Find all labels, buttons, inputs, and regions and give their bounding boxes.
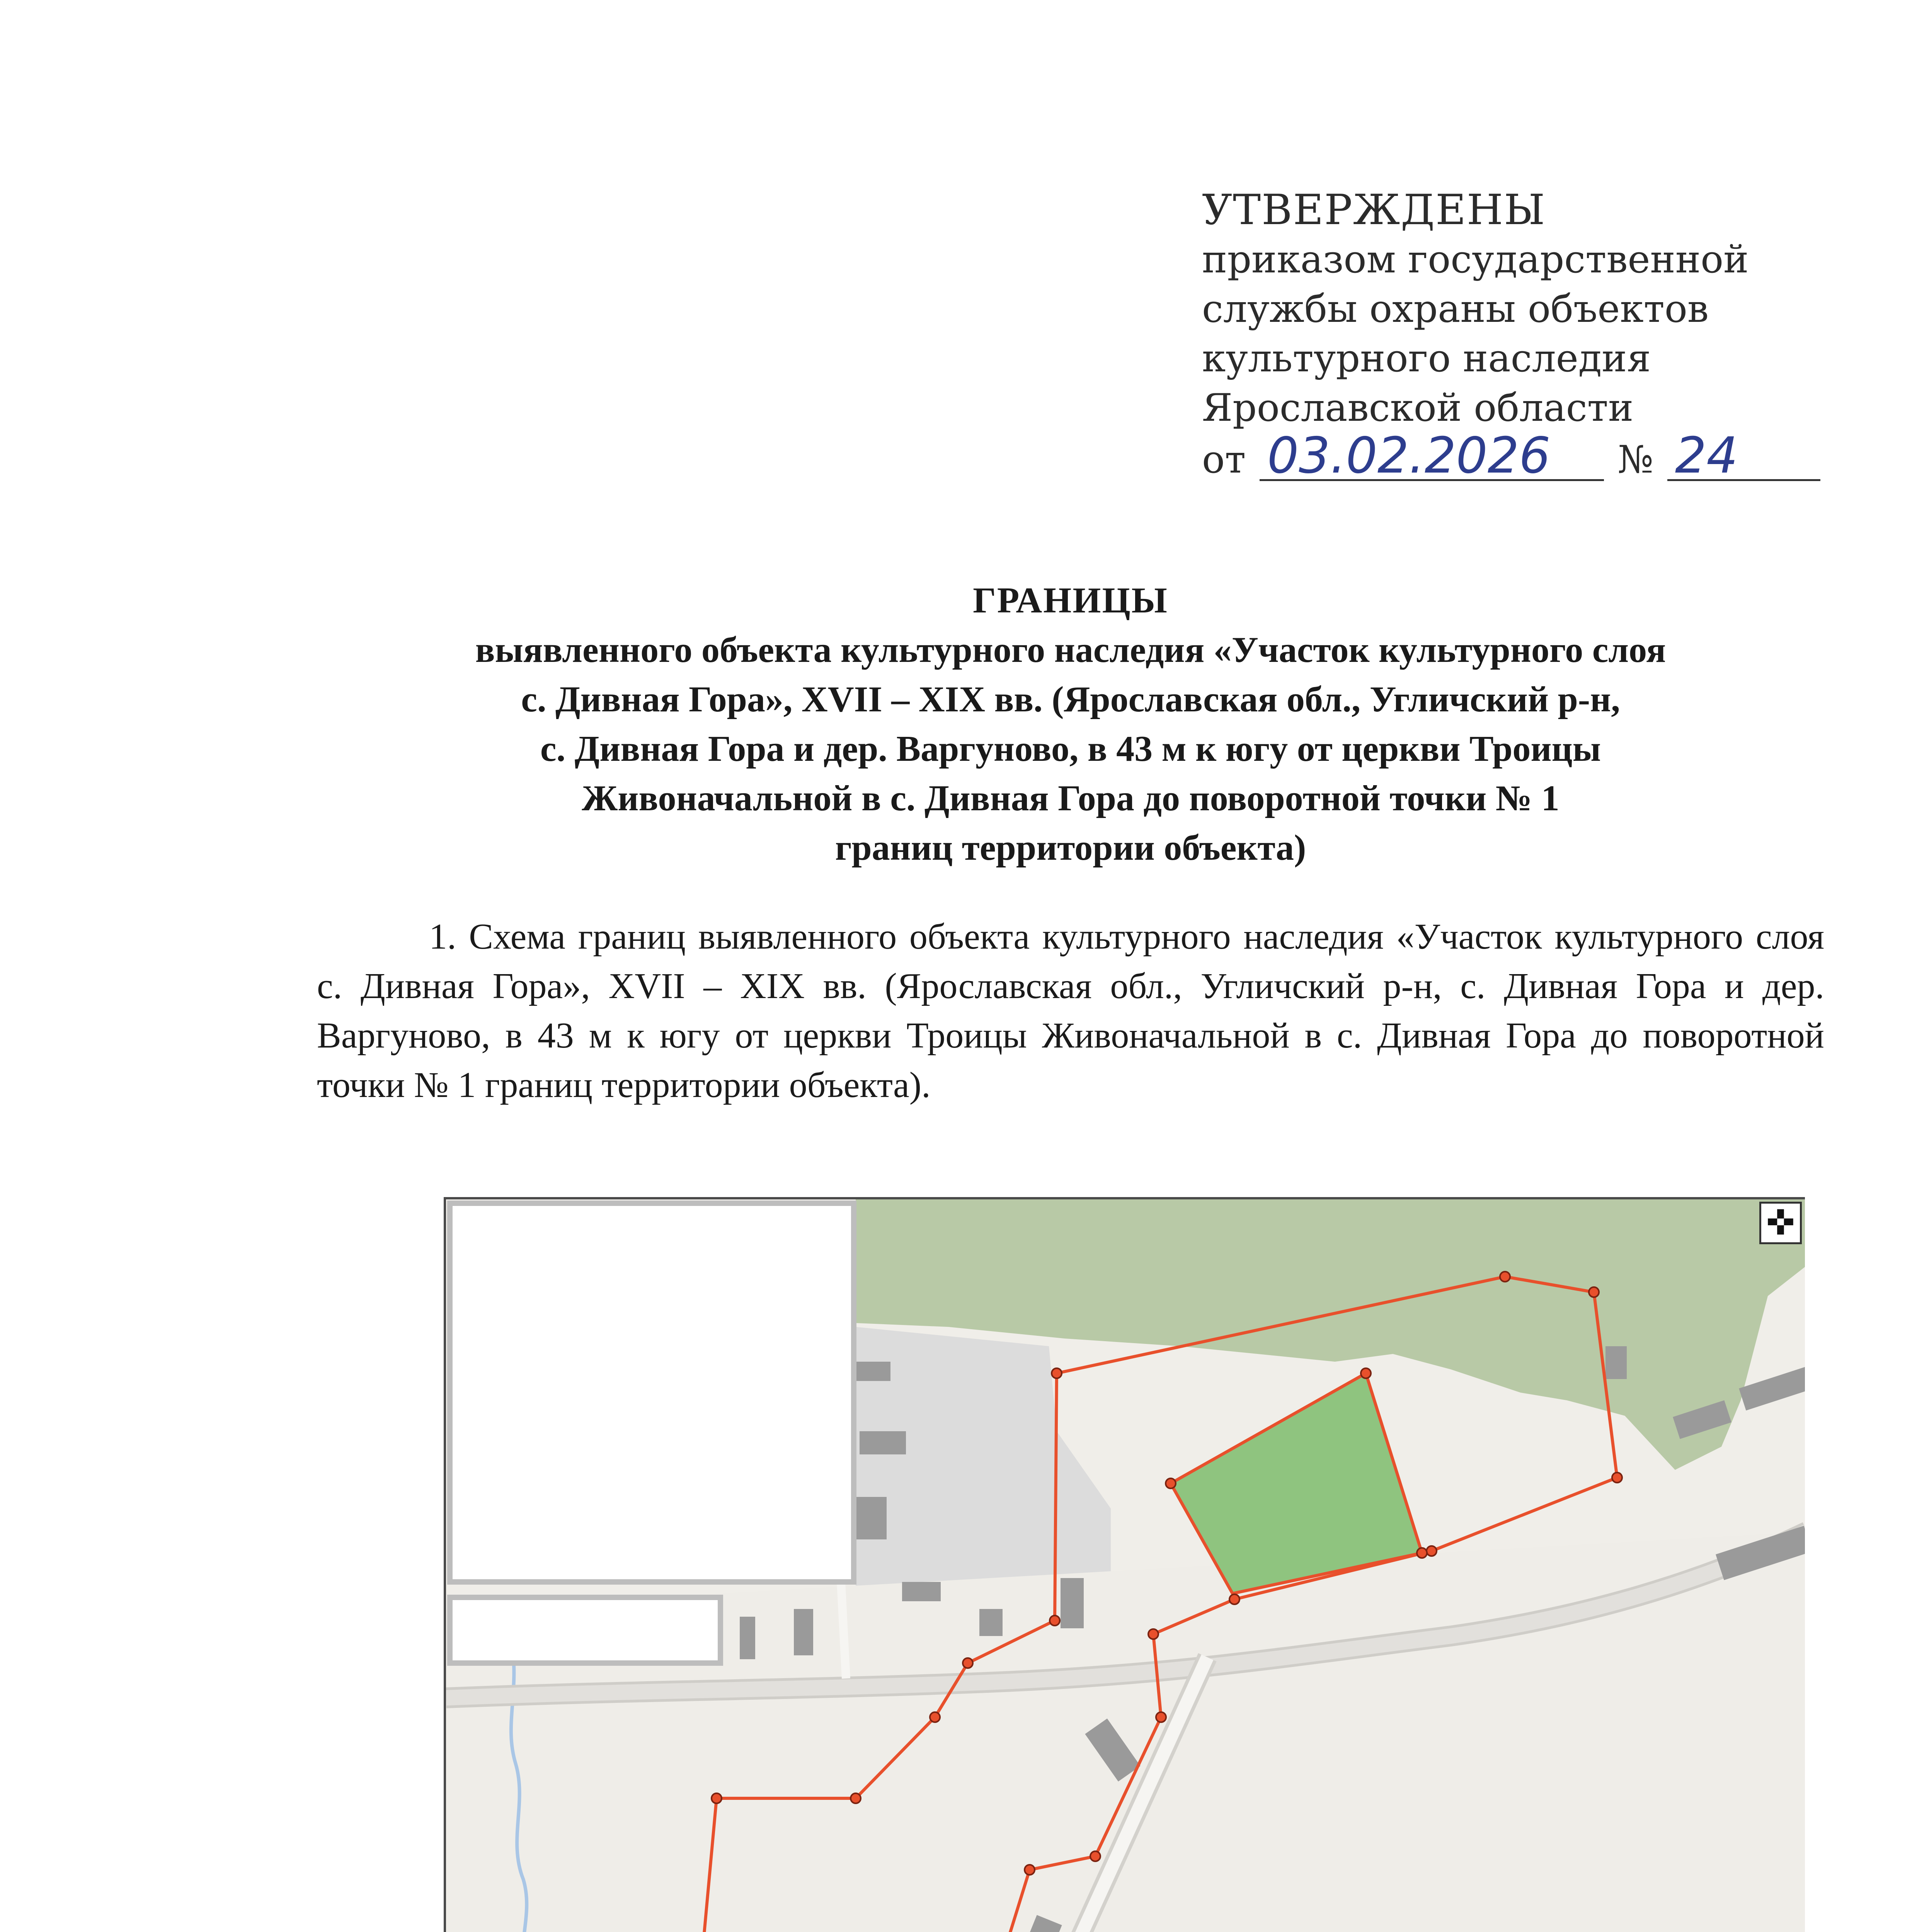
title-heading: ГРАНИЦЫ xyxy=(973,580,1168,621)
approval-block xyxy=(1202,185,1820,485)
boundary-map xyxy=(444,1197,1805,1932)
field-area xyxy=(446,1532,1805,1932)
approval-heading: УТВЕРЖДЕНЫ xyxy=(1202,186,1546,234)
turning-point xyxy=(963,1658,973,1668)
turning-point xyxy=(851,1793,861,1803)
building xyxy=(860,1431,906,1454)
turning-point xyxy=(1361,1368,1371,1378)
turning-point xyxy=(1166,1478,1176,1488)
building xyxy=(1739,1367,1805,1411)
approval-date-number-row xyxy=(1202,427,1820,485)
turning-point xyxy=(712,1793,722,1803)
building xyxy=(1061,1578,1084,1628)
turning-point xyxy=(1589,1287,1599,1297)
turning-point xyxy=(1417,1548,1427,1558)
turning-point xyxy=(1052,1368,1062,1378)
turning-point xyxy=(1025,1865,1035,1875)
turning-point xyxy=(1612,1473,1622,1483)
title-line: Живоначальной в с. Дивная Гора до поворотной точки № 1 xyxy=(582,778,1559,818)
turning-point xyxy=(1156,1712,1166,1722)
building xyxy=(794,1609,813,1655)
building xyxy=(979,1609,1003,1636)
turning-point xyxy=(1427,1546,1437,1556)
approval-line: Ярославской области xyxy=(1202,386,1634,430)
map-canvas xyxy=(446,1199,1805,1932)
document-title xyxy=(317,576,1824,872)
approval-number: 24 xyxy=(1667,433,1820,481)
title-line: границ территории объекта) xyxy=(835,828,1306,868)
body-paragraph xyxy=(317,912,1824,1110)
turning-point xyxy=(1050,1616,1060,1626)
building xyxy=(1605,1346,1627,1379)
title-line: с. Дивная Гора», XVII – XIX вв. (Ярославская обл., Угличский р-н, xyxy=(521,679,1620,719)
blank-inset xyxy=(450,1203,854,1582)
turning-point xyxy=(1148,1629,1158,1639)
north-arrow-icon: ✜ xyxy=(1759,1202,1802,1244)
building xyxy=(740,1617,755,1659)
lane xyxy=(841,1582,846,1679)
approval-line: службы охраны объектов xyxy=(1202,287,1709,331)
title-line: выявленного объекта культурного наследия «Участок культурного слоя xyxy=(475,630,1666,670)
number-prefix: № xyxy=(1617,438,1654,482)
turning-point xyxy=(1229,1594,1239,1604)
turning-point xyxy=(1500,1272,1510,1282)
blank-inset xyxy=(450,1597,720,1663)
building xyxy=(856,1497,887,1539)
title-line: с. Дивная Гора и дер. Варгуново, в 43 м к югу от церкви Троицы xyxy=(540,729,1601,769)
object-territory xyxy=(1171,1373,1422,1594)
approval-date: 03.02.2026 xyxy=(1260,433,1604,481)
date-prefix: от xyxy=(1202,438,1246,482)
paragraph-text: 1. Схема границ выявленного объекта культурного наследия «Участок культурного слоя с. Дивная Гора», XVII – XIX вв. (Ярославская обл., Угличский р-н, с. Дивная Гора и дер. Варгуново, в 43 м к югу от церкви Троицы Живоначальной в с. Дивная Гора до поворотной точки № 1 границ территории объекта). xyxy=(317,917,1824,1105)
approval-line: приказом государственной xyxy=(1202,238,1749,282)
turning-point xyxy=(1090,1851,1100,1861)
building xyxy=(856,1362,890,1381)
approval-line: культурного наследия xyxy=(1202,337,1651,381)
building xyxy=(902,1582,941,1601)
turning-point xyxy=(930,1712,940,1722)
